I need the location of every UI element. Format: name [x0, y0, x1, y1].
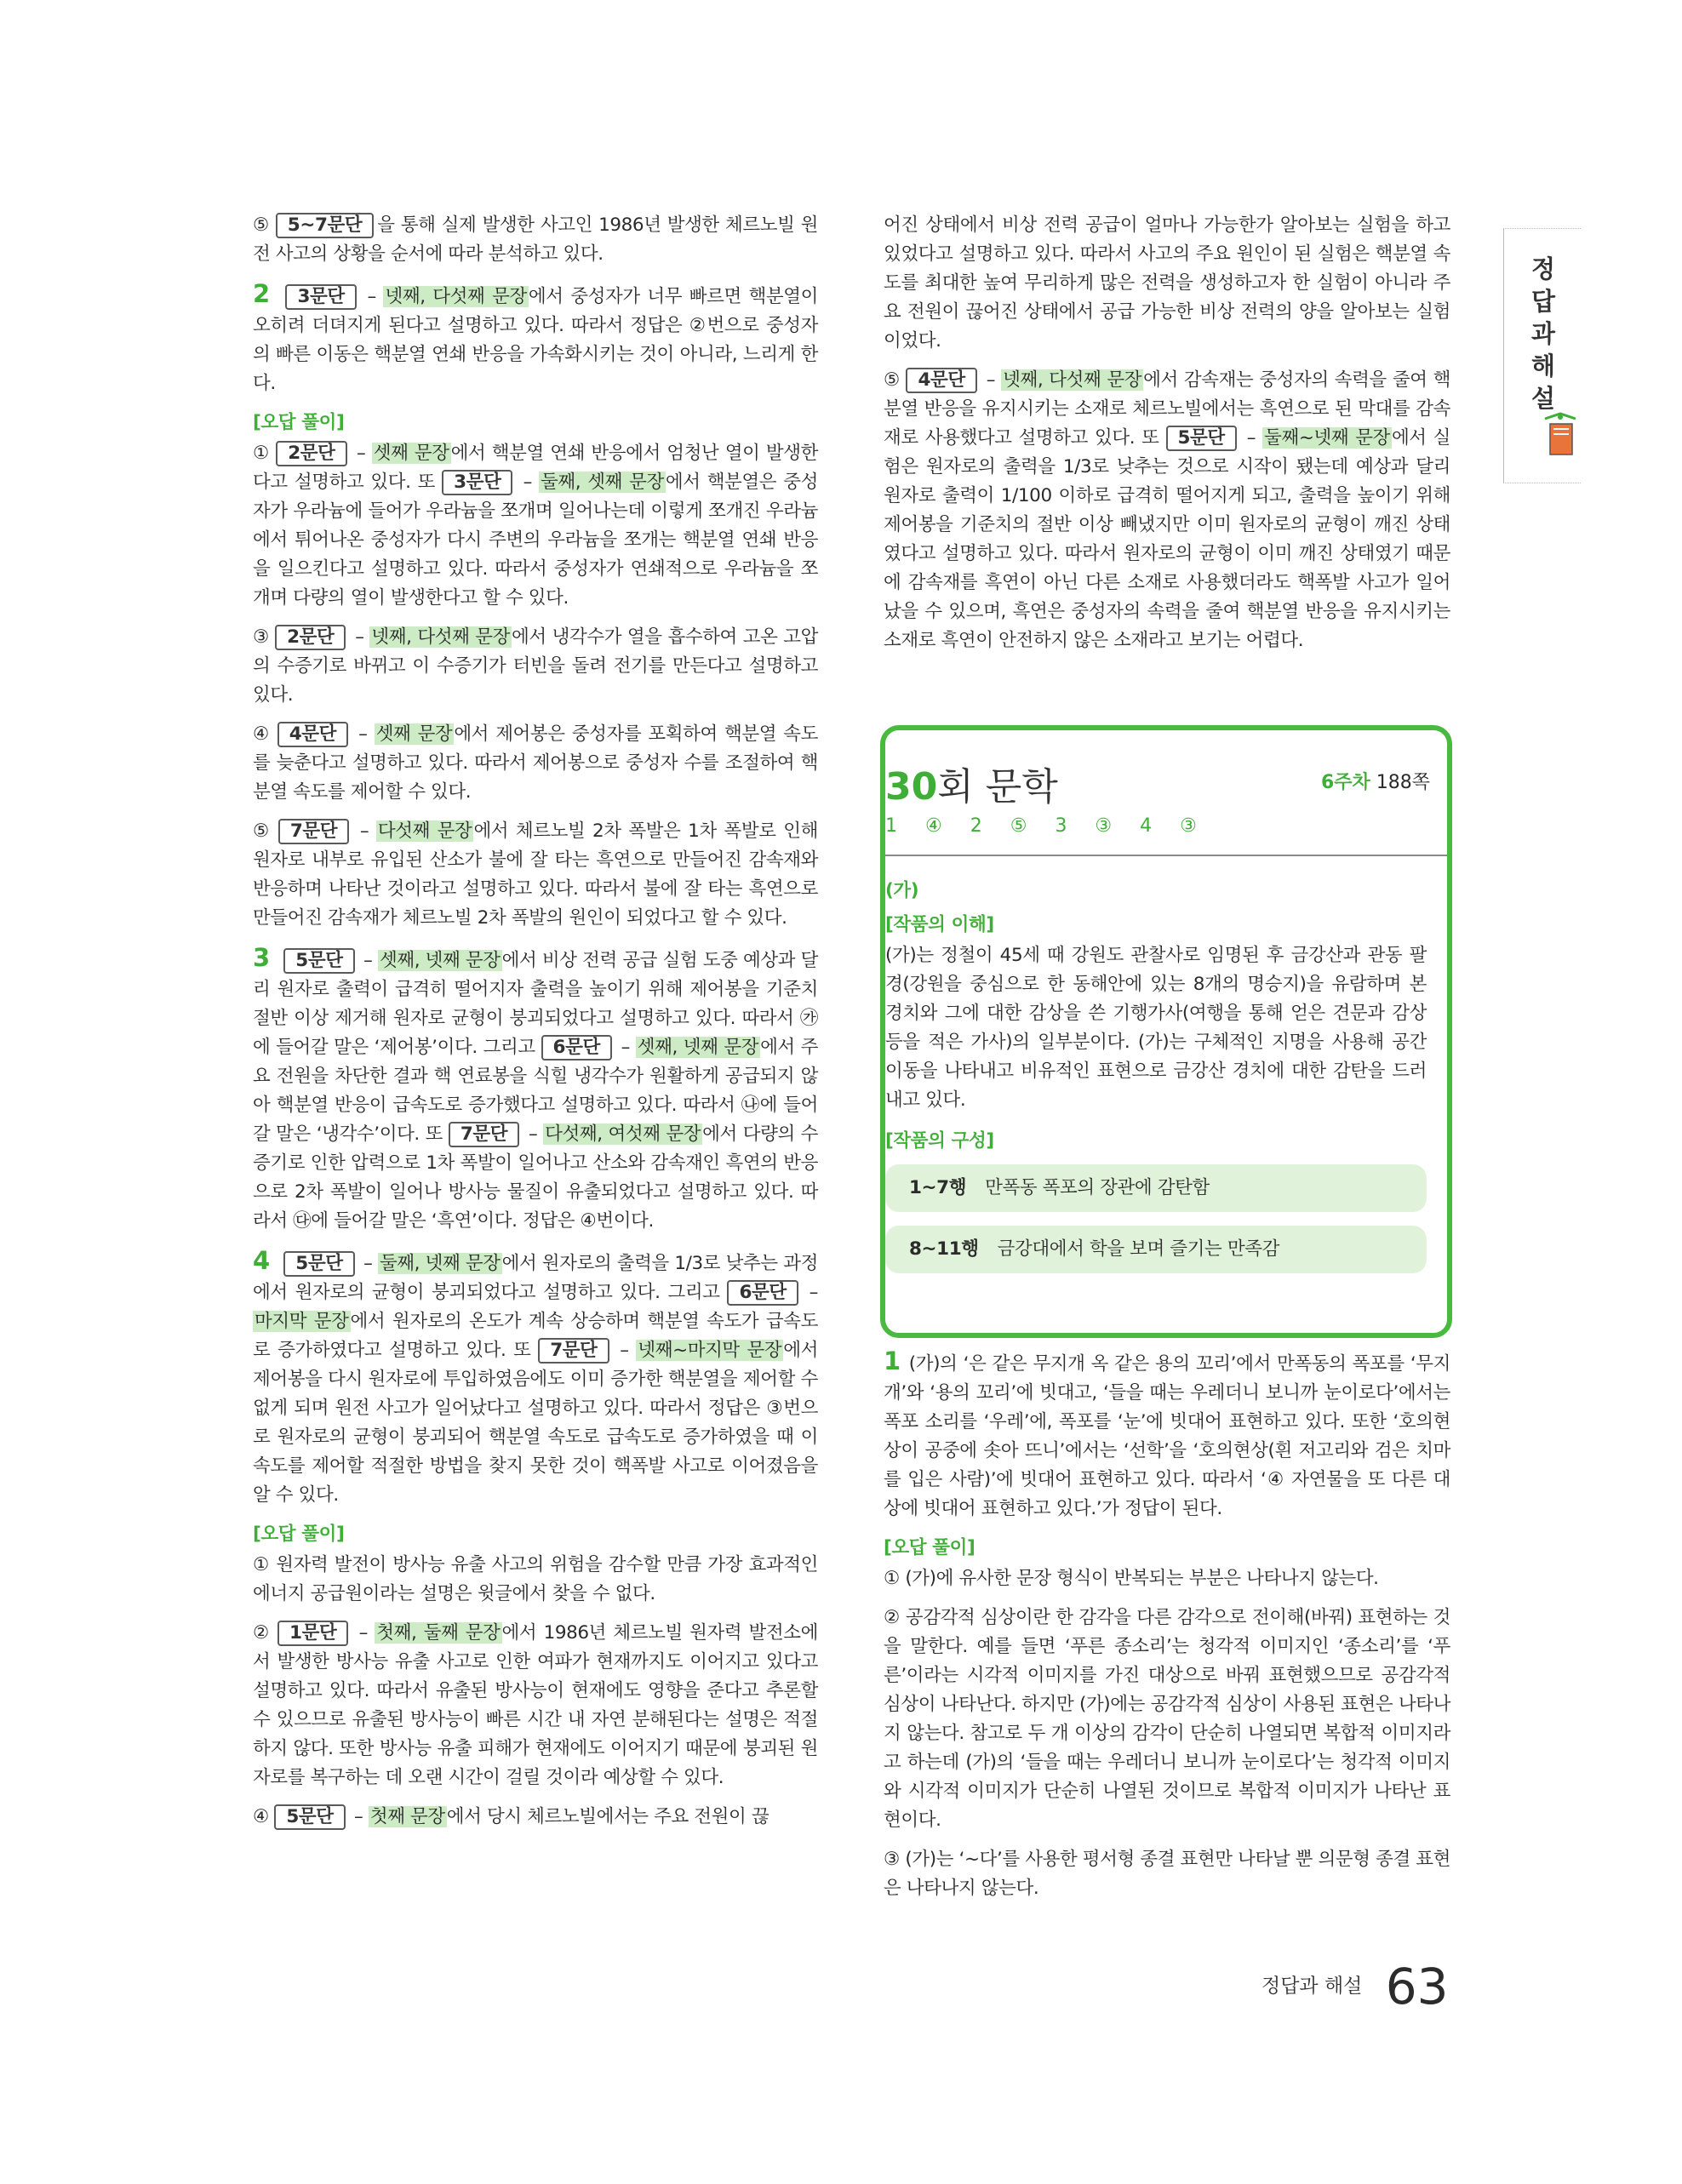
wrong-answer-heading: [오답 풀이] [253, 1524, 345, 1545]
structure-row: 8~11행 금강대에서 학을 보며 즐기는 만족감 [885, 1226, 1427, 1273]
question-number: 3 [253, 943, 270, 972]
sentence-highlight: 첫째, 둘째 문장 [376, 1622, 501, 1644]
footer-label: 정답과 해설 [1262, 1975, 1363, 1998]
paragraph-ref-box: 5문단 [283, 1251, 354, 1277]
sentence-highlight: 둘째, 넷째 문장 [379, 1253, 501, 1274]
wrong-answer-heading: [오답 풀이] [253, 412, 345, 433]
sentence-highlight: 마지막 문장 [255, 1311, 349, 1332]
wrong-answer-heading: [오답 풀이] [884, 1537, 975, 1558]
paragraph-ref-box: 4문단 [277, 722, 348, 747]
paragraph-ref-box: 1문단 [277, 1621, 348, 1646]
page-number: 63 [1385, 1958, 1449, 2015]
paragraph-ref-box: 7문단 [449, 1122, 519, 1147]
paragraph-ref-box: 6문단 [727, 1280, 798, 1306]
understanding-heading: [작품의 이해] [885, 914, 994, 935]
sentence-highlight: 다섯째, 여섯째 문장 [545, 1123, 701, 1145]
paragraph-ref-box: 6문단 [541, 1035, 612, 1061]
explanation-paragraph: ⑤ 5~7문단 을 통해 실제 발생한 사고인 1986년 발생한 체르노빌 원전 사고의 상황을 순서에 따라 분석하고 있다. [253, 214, 818, 265]
sentence-highlight: 넷째, 다섯째 문장 [385, 286, 527, 307]
question-number: 2 [253, 279, 270, 308]
divider [885, 855, 1447, 856]
paragraph-ref-box: 5문단 [283, 948, 354, 974]
sentence-highlight: 셋째, 넷째 문장 [379, 950, 501, 971]
side-tab-label: 정답과 해설 [1530, 254, 1555, 413]
wrong-option-2: ② 공감각적 심상이란 한 감각을 다른 감각으로 전이해(바꿔) 표현하는 것을 말한다. 예를 들면 ‘푸른 종소리’는 청각적 이미지인 ‘종소리’를 ‘푸른’이라는 시각적 이미지를 가진 대상으로 바꿔 표현했으므로 공감각적 심상이 나타난다. 하지만 (가)에는 공감각적 심상이 사용된 표현은 나타나지 않는다. 참고로 두 개 이상의 감각이 단순히 나열되면 복합적 이미지라고 하는데 (가)의 ‘들을 때는 우레더니 보니까 눈이로다’는 청각적 이미지와 시각적 이미지가 단순히 나열된 것이므로 복합적 이미지가 나타난 표현이다. [884, 1607, 1451, 1831]
week-page-ref: 6주차 188쪽 [1320, 772, 1430, 793]
structure-row: 1~7행 만폭동 폭포의 장관에 감탄함 [885, 1164, 1427, 1212]
wrong-option-2: ② 1문단 – 첫째, 둘째 문장에서 1986년 체르노빌 원자력 발전소에서 발생한 방사능 유출 사고로 인한 여파가 현재까지도 이어지고 있다고 설명하고 있다. 따라서 유출된 방사능이 현재에도 영향을 준다고 추론할 수 있으므로 유출된 방사능이 빠른 시간 내 자연 분해된다는 설명은 적절하지 않다. 또한 방사능 유출 피해가 현재에도 이어지기 때문에 붕괴된 원자로를 복구하는 데 오랜 시간이 걸릴 것이라 예상할 수 있다. [253, 1622, 818, 1788]
sentence-highlight: 둘째~넷째 문장 [1264, 427, 1390, 449]
right-column [884, 211, 1450, 666]
paragraph-ref-box: 2문단 [276, 441, 346, 466]
paragraph-ref-box: 7문단 [538, 1338, 609, 1364]
sentence-highlight: 셋째 문장 [373, 443, 449, 464]
question-2-explanation: 2 3문단 – 넷째, 다섯째 문장에서 중성자가 너무 빠르면 핵분열이 오히려 더뎌지게 된다고 설명하고 있다. 따라서 정답은 ②번으로 중성자의 빠른 이동은 핵분열 연쇄 반응을 가속화시키는 것이 아니라, 느리게 한다. [253, 279, 819, 394]
question-4-explanation: 4 5문단 – 둘째, 넷째 문장에서 원자로의 출력을 1/3로 낮추는 과정에서 원자로의 균형이 붕괴되었다고 설명하고 있다. 그리고 6문단 – 마지막 문장에서 원자로의 온도가 계속 상승하며 핵분열 속도가 급속도로 증가하였다고 설명하고 있다. 또 7문단 – 넷째~마지막 문장에서 제어봉을 다시 원자로에 투입하였음에도 이미 증가한 핵분열을 제어할 수 없게 되며 원전 사고가 일어났다고 설명하고 있다. 따라서 정답은 ③번으로 원자로의 균형이 붕괴되어 핵분열 속도로 급속도로 증가하였을 때 이 속도를 제어할 적절한 방법을 찾지 못한 것이 핵폭발 사고로 이어졌음을 알 수 있다. [253, 1246, 819, 1506]
question-number: 1 [884, 1346, 901, 1375]
paragraph-ref-box: 5문단 [274, 1804, 345, 1830]
question-1-explanation: 1 (가)의 ‘은 같은 무지개 옥 같은 용의 꼬리’에서 만폭동의 폭포를 ‘무지개’와 ‘용의 꼬리’에 빗대고, ‘들을 때는 우레더니 보니까 눈이로다’에서는 폭포 소리를 ‘우레’에, 폭포를 ‘눈’에 빗대어 표현하고 있다. 또한 ‘호의현상이 공중에 솟아 뜨니’에서는 ‘선학’을 ‘호의현상(흰 저고리와 검은 치마를 입은 사람)’에 빗대어 표현하고 있다. 따라서 ‘④ 자연물을 또 다른 대상에 빗대어 표현하고 있다.’가 정답이 된다. [884, 1346, 1450, 1519]
sentence-highlight: 넷째, 다섯째 문장 [1003, 369, 1142, 391]
structure-heading: [작품의 구성] [885, 1130, 994, 1152]
wrong-option-1: ① 2문단 – 셋째 문장에서 핵분열 연쇄 반응에서 엄청난 열이 발생한다고 설명하고 있다. 또 3문단 – 둘째, 셋째 문장에서 핵분열은 중성자가 우라늄에 들어가 우라늄을 쪼개며 일어나는데 이렇게 쪼개진 우라늄에서 튀어나온 중성자가 다시 주변의 우라늄을 쪼개는 핵분열 연쇄 반응을 일으킨다고 설명하고 있다. 따라서 중성자가 연쇄적으로 우라늄을 쪼개며 다량의 열이 발생한다고 할 수 있다. [253, 443, 819, 609]
wrong-option-3: ③ (가)는 ‘~다’를 사용한 평서형 종결 표현만 나타날 뿐 의문형 종결 표현은 나타나지 않는다. [884, 1849, 1451, 1899]
wrong-option-4: ④ 5문단 – 첫째 문장에서 당시 체르노빌에서는 주요 전원이 끊 [253, 1803, 818, 1832]
sentence-highlight: 둘째, 셋째 문장 [541, 472, 664, 493]
sentence-highlight: 다섯째 문장 [377, 820, 472, 842]
paragraph-ref-box: 7문단 [278, 819, 349, 844]
left-column [253, 211, 818, 1842]
wrong-option-5: ⑤ 4문단 – 넷째, 다섯째 문장에서 감속재는 중성자의 속력을 줄여 핵분열 반응을 유지시키는 소재로 체르노빌에서는 흑연으로 된 막대를 감속재로 사용했다고 설명하고 있다. 또 5문단 – 둘째~넷째 문장에서 실험은 원자로의 출력을 1/3로 낮추는 것으로 시작이 됐는데 예상과 달리 원자로 출력이 1/100 이하로 급격히 떨어지게 되고, 출력을 높이기 위해 제어봉을 기준치의 절반 이상 빼냈지만 이미 원자로의 균형이 깨진 상태였다고 설명하고 있다. 따라서 원자로의 균형이 이미 깨진 상태였기 때문에 감속재를 흑연이 아닌 다른 소재로 사용했더라도 핵폭발 사고가 일어났을 수 있으며, 흑연은 중성자의 속력을 줄여 핵분열 반응을 유지시키는 소재로 흑연이 안전하지 않은 소재라고 보기는 어렵다. [884, 369, 1451, 651]
wrong-option-4: ④ 4문단 – 셋째 문장에서 제어봉은 중성자를 포획하여 핵분열 속도를 늦춘다고 설명하고 있다. 따라서 제어봉으로 중성자 수를 조절하여 핵분열 속도를 제어할 수 있다. [253, 723, 819, 803]
wrong-option-1: ① 원자력 발전이 방사능 유출 사고의 위험을 감수할 만큼 가장 효과적인 에너지 공급원이라는 설명은 윗글에서 찾을 수 없다. [253, 1554, 819, 1604]
sentence-highlight: 넷째, 다섯째 문장 [371, 626, 511, 648]
page-footer [1262, 1958, 1449, 2015]
section-title: 30회 문학 [885, 765, 1058, 809]
side-tab [1503, 228, 1581, 483]
paragraph-ref-box: 5~7문단 [276, 213, 374, 238]
sentence-highlight: 넷째~마지막 문장 [638, 1340, 782, 1361]
continued-paragraph: 어진 상태에서 비상 전력 공급이 얼마나 가능한가 알아보는 실험을 하고 있었다고 설명하고 있다. 따라서 사고의 주요 원인이 된 실험은 핵분열 속도를 최대한 높여 무리하게 많은 전력을 생성하고자 한 실험이 아니라 주요 전원이 끊어진 상태에서 공급 가능한 비상 전력의 양을 알아보는 실험이었다. [884, 214, 1450, 352]
wrong-option-1: ① (가)에 유사한 문장 형식이 반복되는 부분은 나타나지 않는다. [884, 1568, 1379, 1589]
book-icon [1542, 412, 1579, 458]
paragraph-ref-box: 3문단 [442, 470, 512, 495]
answer-key: 1 ④ 2 ⑤ 3 ③ 4 ③ [885, 815, 1197, 837]
paragraph-ref-box: 5문단 [1166, 426, 1237, 451]
sentence-highlight: 셋째 문장 [375, 723, 453, 745]
paragraph-ref-box: 4문단 [906, 368, 976, 393]
sentence-highlight: 첫째 문장 [369, 1806, 445, 1827]
wrong-option-5: ⑤ 7문단 – 다섯째 문장에서 체르노빌 2차 폭발은 1차 폭발로 인해 원자로 내부로 유입된 산소가 불에 잘 타는 흑연으로 만들어진 감속재와 반응하며 나타난 것이라고 설명하고 있다. 따라서 불에 잘 타는 흑연으로 만들어진 감속재가 체르노빌 2차 폭발의 원인이 되었다고 할 수 있다. [253, 820, 819, 929]
literature-body [885, 872, 1427, 1287]
paragraph-ref-box: 2문단 [275, 625, 346, 650]
question-3-explanation: 3 5문단 – 셋째, 넷째 문장에서 비상 전력 공급 실험 도중 예상과 달리 원자로 출력이 급격히 떨어지자 출력을 높이기 위해 제어봉을 기준치 절반 이상 제거해 원자로 균형이 붕괴되었다고 설명하고 있다. 따라서 ㉮에 들어갈 말은 ‘제어봉’이다. 그리고 6문단 – 셋째, 넷째 문장에서 주요 전원을 차단한 결과 핵 연료봉을 식힐 냉각수가 원활하게 공급되지 않아 핵분열 반응이 급속도로 증가했다고 설명하고 있다. 따라서 ㉯에 들어갈 말은 ‘냉각수’이다. 또 7문단 – 다섯째, 여섯째 문장에서 다량의 수증기로 인한 압력으로 1차 폭발이 일어나고 산소와 감속재인 흑연의 반응으로 2차 폭발이 일어나 방사능 물질이 유출되었다고 설명하고 있다. 따라서 ㉰에 들어갈 말은 ‘흑연’이다. 정답은 ④번이다. [253, 943, 819, 1232]
literature-section-box [880, 725, 1452, 1338]
right-column-lower [884, 1346, 1450, 1913]
understanding-text: (가)는 정철이 45세 때 강원도 관찰사로 임명된 후 금강산과 관동 팔경(강원을 중심으로 한 동해안에 있는 8개의 명승지)을 유람하며 본 경치와 그에 대한 감상을 쓴 기행가사(여행을 통해 얻은 견문과 감상 등을 적은 가사)의 일부분이다. (가)는 구체적인 지명을 사용해 공간 이동을 나타내고 비유적인 표현으로 금강산 경치에 대한 감탄을 드러내고 있다. [885, 945, 1427, 1111]
question-number: 4 [253, 1246, 270, 1275]
paragraph-ref-box: 3문단 [285, 284, 356, 310]
wrong-option-3: ③ 2문단 – 넷째, 다섯째 문장에서 냉각수가 열을 흡수하여 고온 고압의 수증기로 바뀌고 이 수증기가 터빈을 돌려 전기를 만든다고 설명하고 있다. [253, 626, 819, 706]
sentence-highlight: 셋째, 넷째 문장 [637, 1037, 759, 1058]
section-label: (가) [885, 880, 919, 901]
